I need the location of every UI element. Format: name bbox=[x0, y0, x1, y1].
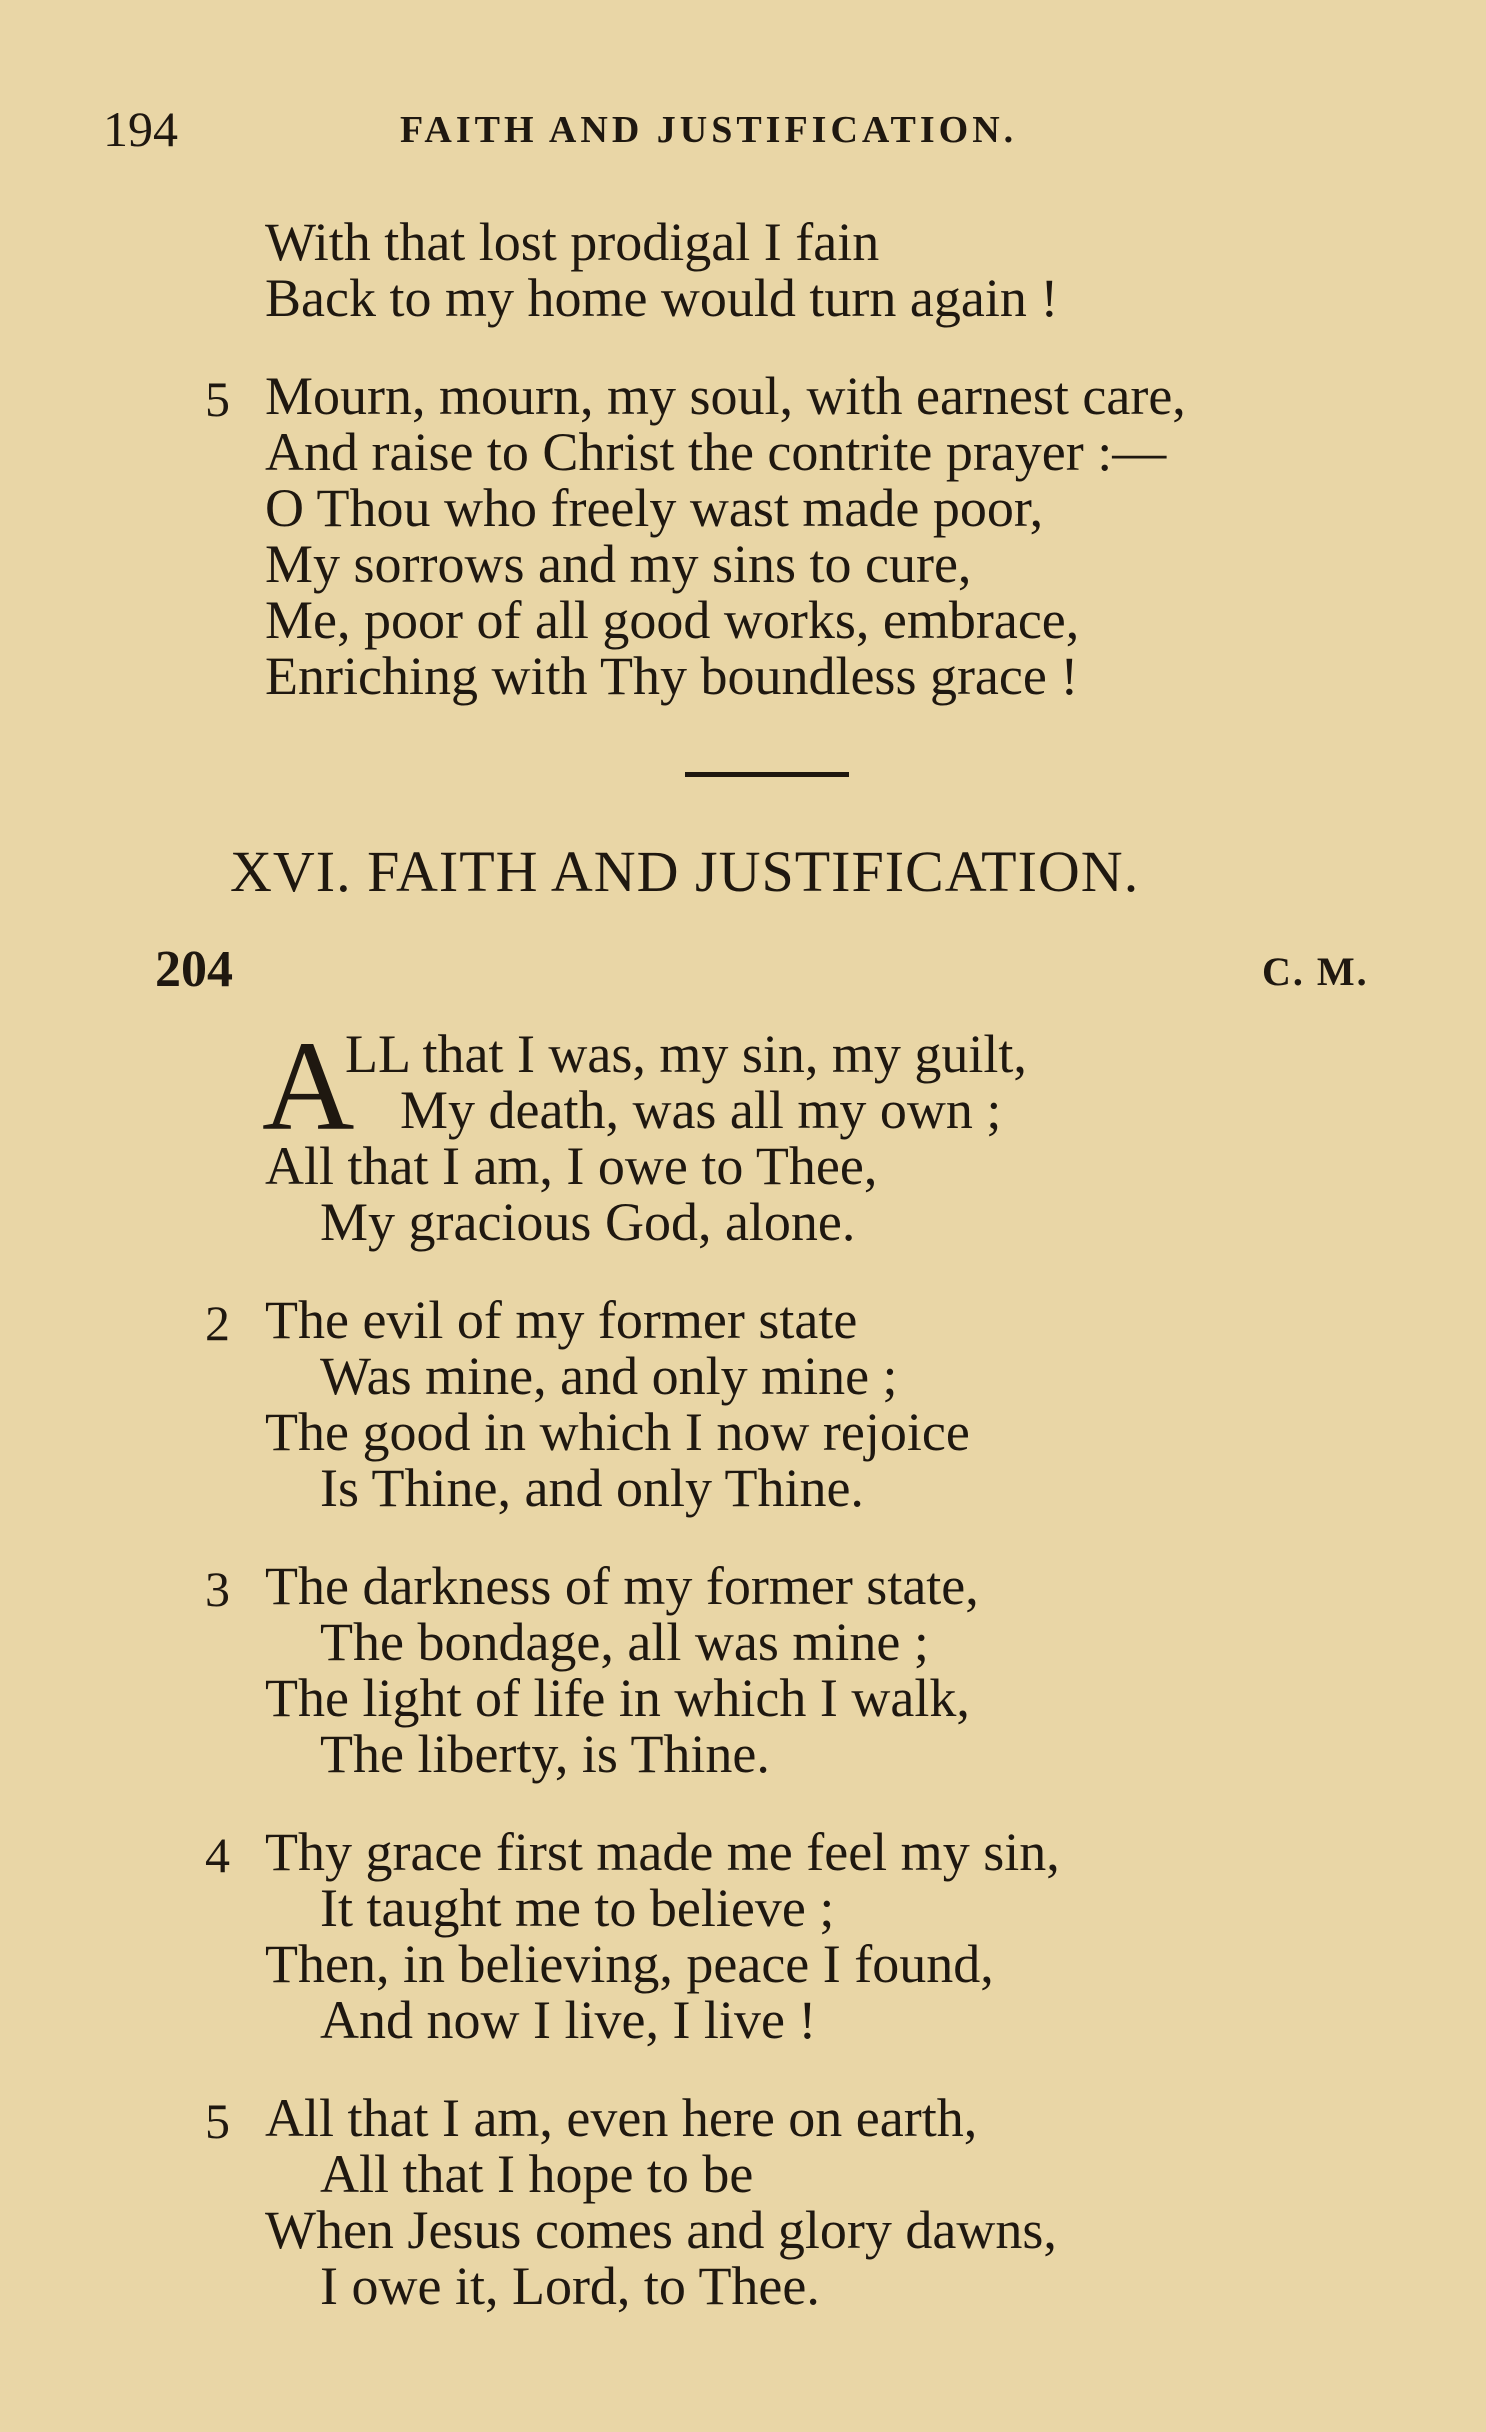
verse-number: 5 bbox=[205, 371, 230, 427]
verse-line: All that I am, even here on earth, bbox=[265, 2088, 978, 2148]
verse-line: Then, in believing, peace I found, bbox=[265, 1934, 994, 1994]
verse-line: And now I live, I live ! bbox=[320, 1990, 817, 2050]
drop-cap: A bbox=[262, 1015, 355, 1157]
continuation-line: With that lost prodigal I fain bbox=[265, 212, 880, 272]
section-title: XVI. FAITH AND JUSTIFICATION. bbox=[230, 839, 1140, 904]
running-title: FAITH AND JUSTIFICATION. bbox=[400, 109, 1018, 151]
page-number: 194 bbox=[103, 101, 178, 157]
verse-line: Mourn, mourn, my soul, with earnest care, bbox=[265, 366, 1186, 426]
verse-number: 2 bbox=[205, 1295, 230, 1351]
verse-line: LL that I was, my sin, my guilt, bbox=[345, 1024, 1027, 1084]
verse-line: The good in which I now rejoice bbox=[265, 1402, 970, 1462]
hymn-number: 204 bbox=[155, 941, 233, 998]
verse-line: The liberty, is Thine. bbox=[320, 1724, 770, 1784]
verse-line: The light of life in which I walk, bbox=[265, 1668, 970, 1728]
verse-line: My death, was all my own ; bbox=[400, 1080, 1002, 1140]
verse-line: The bondage, all was mine ; bbox=[320, 1612, 929, 1672]
verse-line: The evil of my former state bbox=[265, 1290, 858, 1350]
verse-line: I owe it, Lord, to Thee. bbox=[320, 2256, 820, 2316]
verse-line: Me, poor of all good works, embrace, bbox=[265, 590, 1080, 650]
verse-line: All that I hope to be bbox=[320, 2144, 754, 2204]
verse-line: Is Thine, and only Thine. bbox=[320, 1458, 864, 1518]
verse-line: Was mine, and only mine ; bbox=[320, 1346, 898, 1406]
verse-line: When Jesus comes and glory dawns, bbox=[265, 2200, 1057, 2260]
section-divider bbox=[685, 772, 849, 777]
verse-line: And raise to Christ the contrite prayer :— bbox=[265, 422, 1167, 482]
continuation-line: Back to my home would turn again ! bbox=[265, 268, 1059, 328]
verse-line: It taught me to believe ; bbox=[320, 1878, 835, 1938]
verse-line: My sorrows and my sins to cure, bbox=[265, 534, 972, 594]
verse-line: O Thou who freely wast made poor, bbox=[265, 478, 1044, 538]
verse-number: 3 bbox=[205, 1561, 230, 1617]
hymn-meter: C. M. bbox=[1262, 949, 1369, 994]
verse-line: Enriching with Thy boundless grace ! bbox=[265, 646, 1079, 706]
verse-line: Thy grace first made me feel my sin, bbox=[265, 1822, 1060, 1882]
verse-line: My gracious God, alone. bbox=[320, 1192, 856, 1252]
verse-number: 4 bbox=[205, 1827, 230, 1883]
verse-number: 5 bbox=[205, 2093, 230, 2149]
verse-line: All that I am, I owe to Thee, bbox=[265, 1136, 878, 1196]
verse-line: The darkness of my former state, bbox=[265, 1556, 979, 1616]
